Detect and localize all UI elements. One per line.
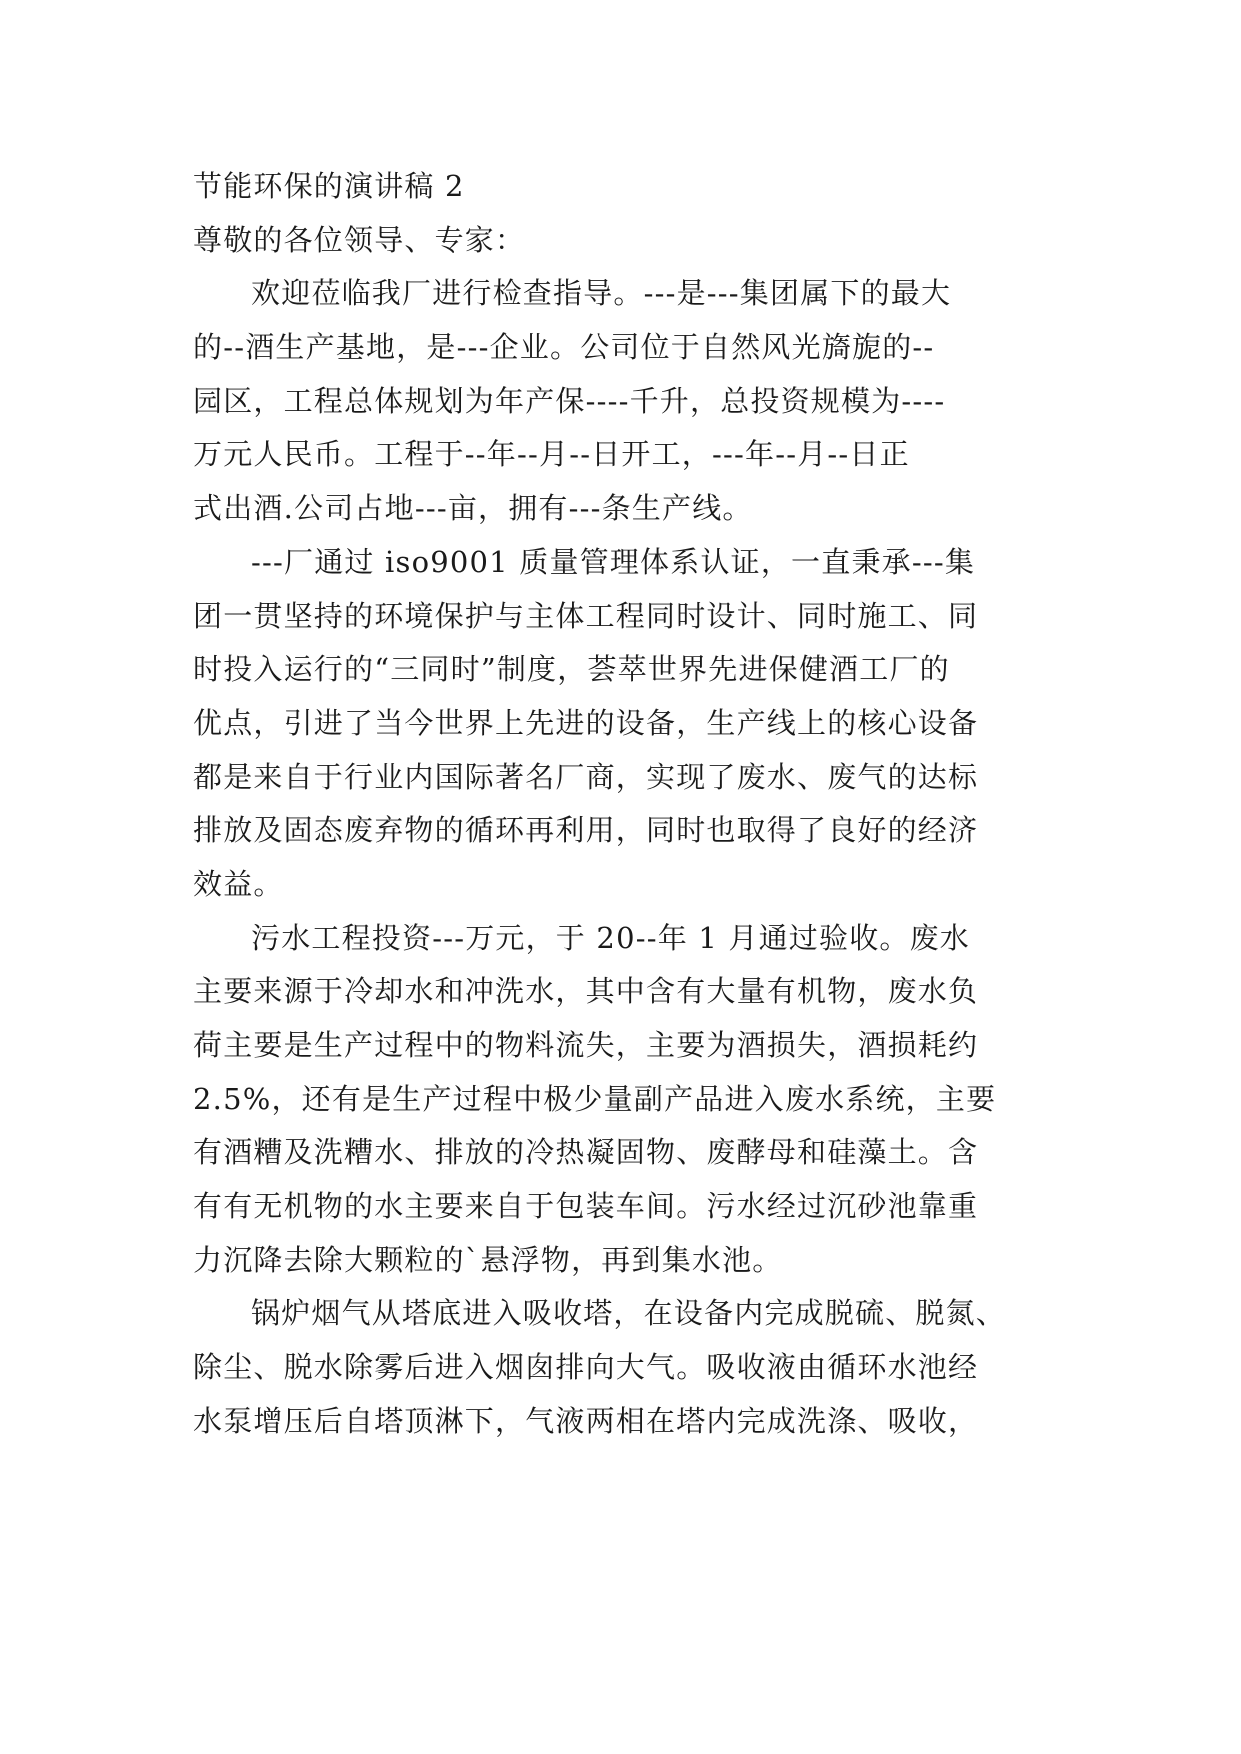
paragraph-wastewater (193, 912, 1053, 1288)
text-line: 效益。 (193, 866, 284, 901)
text-line: 污水工程投资---万元，于 20--年 1 月通过验收。废水 (251, 920, 971, 955)
text-line: 时投入运行的“三同时”制度，荟萃世界先进保健酒工厂的 (193, 652, 950, 687)
document-body (193, 160, 1053, 1449)
text-line: 荷主要是生产过程中的物料流失，主要为酒损失，酒损耗约 (193, 1028, 979, 1062)
text-line: 式出酒.公司占地---亩，拥有---条生产线。 (193, 491, 753, 526)
text-line: 团一贯坚持的环境保护与主体工程同时设计、同时施工、同 (193, 598, 979, 633)
text-line: 欢迎莅临我厂进行检查指导。---是---集团属下的最大 (251, 276, 952, 311)
paragraph-certification (193, 536, 1053, 912)
text-line: 园区，工程总体规划为年产保----千升，总投资规模为---- (193, 383, 946, 418)
text-line: 锅炉烟气从塔底进入吸收塔，在设备内完成脱硫、脱氮、 (251, 1296, 1007, 1331)
text-line: 有酒糟及洗糟水、排放的冷热凝固物、废酵母和硅藻土。含 (193, 1135, 979, 1170)
text-line: 除尘、脱水除雾后进入烟囱排向大气。吸收液由循环水池经 (193, 1350, 979, 1385)
text-line: 有有无机物的水主要来自于包装车间。污水经过沉砂池靠重 (193, 1189, 979, 1224)
text-line: 优点，引进了当今世界上先进的设备，生产线上的核心设备 (193, 705, 979, 740)
text-line: 水泵增压后自塔顶淋下，气液两相在塔内完成洗涤、吸收， (193, 1403, 979, 1438)
text-line: 2.5%，还有是生产过程中极少量副产品进入废水系统，主要 (193, 1081, 997, 1116)
text-line: 主要来源于冷却水和冲洗水，其中含有大量有机物，废水负 (193, 974, 979, 1009)
salutation: 尊敬的各位领导、专家： (193, 222, 526, 257)
text-line: 力沉降去除大颗粒的`悬浮物，再到集水池。 (193, 1242, 783, 1277)
text-line: 万元人民币。工程于--年--月--日开工，---年--月--日正 (193, 437, 910, 472)
text-line: 都是来自于行业内国际著名厂商，实现了废水、废气的达标 (193, 759, 979, 794)
text-line: 排放及固态废弃物的循环再利用，同时也取得了良好的经济 (193, 813, 979, 848)
text-line: ---厂通过 iso9001 质量管理体系认证，一直秉承---集 (251, 544, 976, 579)
document-title: 节能环保的演讲稿 2 (193, 169, 465, 203)
paragraph-flue-gas (193, 1287, 1053, 1448)
paragraph-welcome (193, 267, 1053, 535)
text-line: 的--酒生产基地，是---企业。公司位于自然风光旖旎的-- (193, 330, 935, 365)
